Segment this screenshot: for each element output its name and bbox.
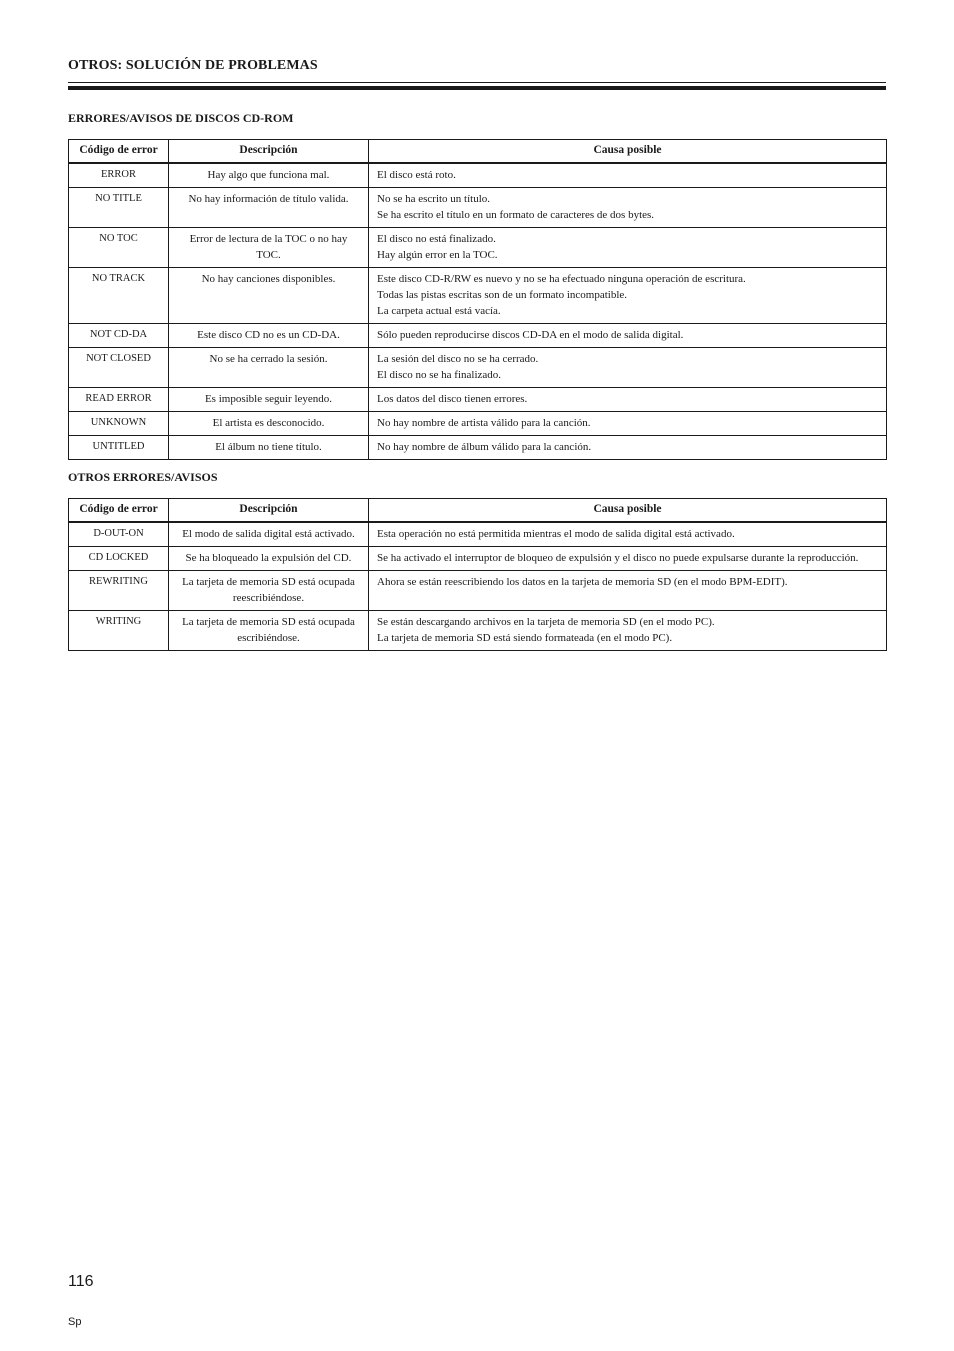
section-title-cdrom: ERRORES/AVISOS DE DISCOS CD-ROM <box>68 111 294 125</box>
table-row <box>69 163 887 188</box>
page-title: OTROS: SOLUCIÓN DE PROBLEMAS <box>68 58 318 73</box>
table-row <box>69 522 887 547</box>
cause-cell <box>369 268 887 324</box>
table-header-row <box>69 140 887 164</box>
cause-line: No hay nombre de artista válido para la canción. <box>377 417 591 429</box>
table-row <box>69 348 887 388</box>
description-cell: Es imposible seguir leyendo. <box>169 388 369 412</box>
description-cell: Error de lectura de la TOC o no hay TOC. <box>169 228 369 268</box>
table-row <box>69 611 887 651</box>
cause-cell <box>369 163 887 188</box>
description-cell: Hay algo que funciona mal. <box>169 163 369 188</box>
cause-line: No se ha escrito un título. <box>377 193 491 205</box>
description-cell: No hay canciones disponibles. <box>169 268 369 324</box>
cdrom-error-table <box>68 139 887 460</box>
table-row <box>69 547 887 571</box>
error-code-cell: CD LOCKED <box>69 547 169 571</box>
cause-line: Esta operación no está permitida mientras el modo de salida digital está activado. <box>377 528 735 540</box>
cause-line: Los datos del disco tienen errores. <box>377 393 528 405</box>
column-header-description: Descripción <box>169 499 369 523</box>
error-code-cell: READ ERROR <box>69 388 169 412</box>
cause-cell <box>369 547 887 571</box>
cause-cell <box>369 388 887 412</box>
table-row <box>69 571 887 611</box>
cause-cell <box>369 324 887 348</box>
description-cell: No se ha cerrado la sesión. <box>169 348 369 388</box>
cause-line: El disco no se ha finalizado. <box>377 369 502 381</box>
description-cell: El modo de salida digital está activado. <box>169 522 369 547</box>
cause-line: Este disco CD-R/RW es nuevo y no se ha efectuado ninguna operación de escritura. <box>377 273 746 285</box>
table-row <box>69 324 887 348</box>
cause-line: Hay algún error en la TOC. <box>377 249 498 261</box>
error-code-cell: ERROR <box>69 163 169 188</box>
description-cell: La tarjeta de memoria SD está ocupada escribiéndose. <box>169 611 369 651</box>
error-code-cell: UNKNOWN <box>69 412 169 436</box>
table-row <box>69 412 887 436</box>
table-row <box>69 388 887 412</box>
section-title-other: OTROS ERRORES/AVISOS <box>68 470 218 484</box>
error-code-cell: REWRITING <box>69 571 169 611</box>
error-code-cell: NO TRACK <box>69 268 169 324</box>
page-number: 116 <box>68 1273 94 1290</box>
error-code-cell: NO TOC <box>69 228 169 268</box>
cause-line: Se ha escrito el título en un formato de caracteres de dos bytes. <box>377 209 655 221</box>
cause-cell <box>369 228 887 268</box>
description-cell: Este disco CD no es un CD-DA. <box>169 324 369 348</box>
cause-line: El disco no está finalizado. <box>377 233 496 245</box>
description-cell: La tarjeta de memoria SD está ocupada reescribiéndose. <box>169 571 369 611</box>
cause-cell <box>369 571 887 611</box>
cause-line: Todas las pistas escritas son de un formato incompatible. <box>377 289 628 301</box>
cause-line: La carpeta actual está vacía. <box>377 305 501 317</box>
column-header-description: Descripción <box>169 140 369 164</box>
cause-line: Ahora se están reescribiendo los datos en la tarjeta de memoria SD (en el modo BPM-EDIT). <box>377 576 788 588</box>
column-header-code: Código de error <box>69 499 169 523</box>
error-code-cell: WRITING <box>69 611 169 651</box>
description-cell: El álbum no tiene título. <box>169 436 369 460</box>
cause-line: Se están descargando archivos en la tarjeta de memoria SD (en el modo PC). <box>377 616 715 628</box>
table-row <box>69 188 887 228</box>
table-row <box>69 268 887 324</box>
column-header-code: Código de error <box>69 140 169 164</box>
error-code-cell: NOT CLOSED <box>69 348 169 388</box>
error-code-cell: D-OUT-ON <box>69 522 169 547</box>
cause-line: La tarjeta de memoria SD está siendo formateada (en el modo PC). <box>377 632 673 644</box>
description-cell: Se ha bloqueado la expulsión del CD. <box>169 547 369 571</box>
table-header-row <box>69 499 887 523</box>
error-code-cell: NOT CD-DA <box>69 324 169 348</box>
table-row <box>69 436 887 460</box>
cause-cell <box>369 611 887 651</box>
header-rule-thick <box>68 86 886 90</box>
page-language: Sp <box>68 1316 82 1328</box>
cause-line: Se ha activado el interruptor de bloqueo de expulsión y el disco no puede expulsarse durante la reproducción. <box>377 552 859 564</box>
column-header-cause: Causa posible <box>369 140 887 164</box>
cause-cell <box>369 436 887 460</box>
cause-line: Sólo pueden reproducirse discos CD-DA en el modo de salida digital. <box>377 329 684 341</box>
cause-line: No hay nombre de álbum válido para la canción. <box>377 441 592 453</box>
table-row <box>69 228 887 268</box>
cause-line: La sesión del disco no se ha cerrado. <box>377 353 539 365</box>
description-cell: No hay información de título valida. <box>169 188 369 228</box>
cause-line: El disco está roto. <box>377 169 456 181</box>
cause-cell <box>369 348 887 388</box>
other-error-table <box>68 498 887 651</box>
cause-cell <box>369 412 887 436</box>
header-rule-thin <box>68 82 886 83</box>
column-header-cause: Causa posible <box>369 499 887 523</box>
error-code-cell: UNTITLED <box>69 436 169 460</box>
description-cell: El artista es desconocido. <box>169 412 369 436</box>
cause-cell <box>369 522 887 547</box>
cause-cell <box>369 188 887 228</box>
error-code-cell: NO TITLE <box>69 188 169 228</box>
